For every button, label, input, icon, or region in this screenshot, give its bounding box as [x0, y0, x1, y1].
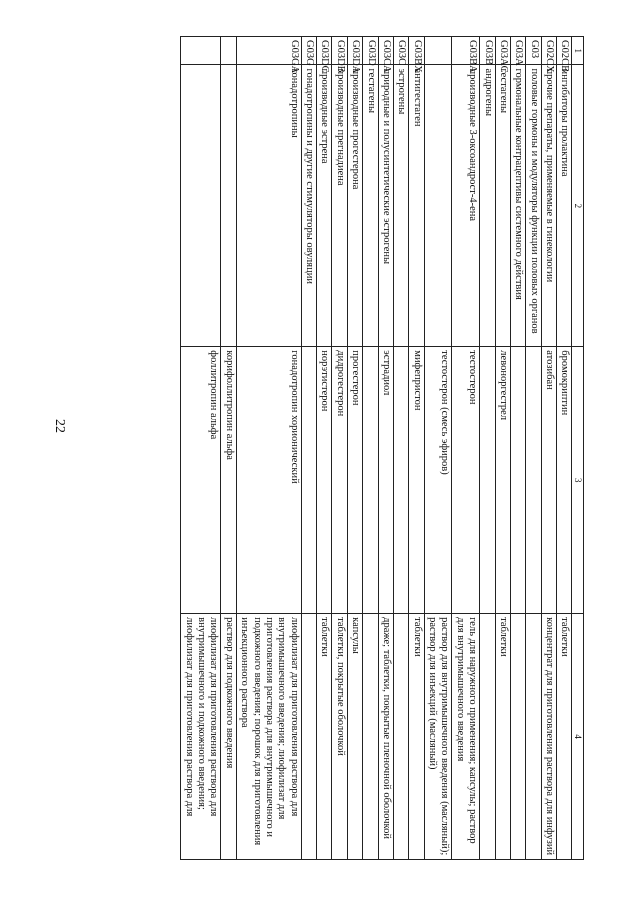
cell-drug: [393, 347, 408, 614]
cell-code: G03CA: [378, 37, 393, 65]
cell-drug: [363, 347, 378, 614]
cell-code: G03D: [363, 37, 378, 65]
cell-drug: норэтистерон: [317, 347, 332, 614]
cell-drug: мифепристон: [409, 347, 424, 614]
cell-code: G03B: [480, 37, 495, 65]
cell-group: [221, 65, 236, 347]
cell-code: G03C: [393, 37, 408, 65]
header-col-4: 4: [572, 614, 584, 860]
cell-group: гестагены: [495, 65, 510, 347]
table-row: [301, 37, 316, 860]
cell-form: [393, 614, 408, 860]
cell-drug: корифоллитропин альфа: [221, 347, 236, 614]
cell-code: [424, 37, 452, 65]
cell-form: таблетки: [495, 614, 510, 860]
cell-drug: прогестерон: [347, 347, 362, 614]
cell-group: производные 3-оксоандрост-4-ена: [452, 65, 480, 347]
cell-drug: тестостерон (смесь эфиров): [424, 347, 452, 614]
cell-group: гонадотропины и другие стимуляторы овуляции: [301, 65, 316, 347]
cell-drug: [526, 347, 541, 614]
cell-code: [221, 37, 236, 65]
cell-form: лиофилизат для приготовления раствора для внутримышечного введения; лиофилизат для приготовления раствора для внутримышечного и подкожного введения; порошок для приготовления инъекционного раствора: [236, 614, 301, 860]
cell-drug: левоноргестрел: [495, 347, 510, 614]
table-row: [347, 37, 362, 860]
cell-form: гель для наружного применения; капсулы; раствор для внутримышечного введения: [452, 614, 480, 860]
cell-drug: фоллитропин альфа: [181, 347, 221, 614]
table-row: [495, 37, 510, 860]
table-row: [393, 37, 408, 860]
cell-drug: дидрогестерон: [332, 347, 347, 614]
cell-form: [480, 614, 495, 860]
cell-drug: [301, 347, 316, 614]
cell-form: таблетки: [409, 614, 424, 860]
cell-form: раствор для внутримышечного введения (масляный); раствор для инъекций (масляный): [424, 614, 452, 860]
cell-drug: гонадотропин хорионический: [236, 347, 301, 614]
cell-group: гормональные контрацептивы системного действия: [510, 65, 525, 347]
cell-form: лиофилизат для приготовления раствора для внутримышечного и подкожного введения; лиофилизат для приготовления раствора для: [181, 614, 221, 860]
cell-code: G03: [526, 37, 541, 65]
cell-group: [181, 65, 221, 347]
table-row: [557, 37, 572, 860]
table-row: [221, 37, 236, 860]
cell-form: таблетки: [557, 614, 572, 860]
cell-form: концентрат для приготовления раствора для инфузий: [541, 614, 556, 860]
cell-group: [424, 65, 452, 347]
cell-group: половые гормоны и модуляторы функции половых органов: [526, 65, 541, 347]
cell-code: G03BA: [452, 37, 480, 65]
table-row: [363, 37, 378, 860]
cell-group: прочие препараты, применяемые в гинекологии: [541, 65, 556, 347]
cell-code: G02CX: [541, 37, 556, 65]
cell-group: антигестаген: [409, 65, 424, 347]
cell-form: таблетки: [317, 614, 332, 860]
cell-code: G03DB: [332, 37, 347, 65]
cell-form: драже; таблетки, покрытые пленочной оболочкой: [378, 614, 393, 860]
header-col-3: 3: [572, 347, 584, 614]
cell-drug: атозибан: [541, 347, 556, 614]
cell-group: природные и полусинтетические эстрогены: [378, 65, 393, 347]
table-body: [181, 37, 572, 860]
cell-form: [526, 614, 541, 860]
cell-code: G03GA: [236, 37, 301, 65]
cell-form: [301, 614, 316, 860]
page-number: 22: [52, 419, 67, 433]
table-row: [452, 37, 480, 860]
cell-group: андрогены: [480, 65, 495, 347]
table-row: [332, 37, 347, 860]
table-row: [526, 37, 541, 860]
drug-table: [180, 36, 584, 860]
cell-form: раствор для подкожного введения: [221, 614, 236, 860]
cell-code: G02CB: [557, 37, 572, 65]
header-col-1: 1: [572, 37, 584, 65]
table-row: [424, 37, 452, 860]
table-container: [84, 36, 584, 860]
cell-code: G03DA: [347, 37, 362, 65]
cell-group: гестагены: [363, 65, 378, 347]
cell-group: ингибиторы пролактина: [557, 65, 572, 347]
cell-group: эстрогены: [393, 65, 408, 347]
header-col-2: 2: [572, 65, 584, 347]
cell-drug: тестостерон: [452, 347, 480, 614]
cell-drug: эстрадиол: [378, 347, 393, 614]
cell-code: [181, 37, 221, 65]
cell-code: G03BX: [409, 37, 424, 65]
cell-group: производные прогестерона: [347, 65, 362, 347]
cell-drug: бромокриптин: [557, 347, 572, 614]
table-row: [317, 37, 332, 860]
table-header-row: [572, 37, 584, 860]
table-row: [480, 37, 495, 860]
cell-code: G03A: [510, 37, 525, 65]
cell-form: [363, 614, 378, 860]
cell-group: производные эстрена: [317, 65, 332, 347]
cell-group: производные прегнадиена: [332, 65, 347, 347]
cell-drug: [510, 347, 525, 614]
cell-drug: [480, 347, 495, 614]
table-row: [541, 37, 556, 860]
cell-form: таблетки, покрытые оболочкой: [332, 614, 347, 860]
cell-code: G03G: [301, 37, 316, 65]
cell-form: [510, 614, 525, 860]
table-row: [378, 37, 393, 860]
cell-code: G03DC: [317, 37, 332, 65]
table-row: [181, 37, 221, 860]
table-row: [510, 37, 525, 860]
cell-code: G03AC: [495, 37, 510, 65]
table-row: [409, 37, 424, 860]
cell-group: гонадотропины: [236, 65, 301, 347]
cell-form: капсулы: [347, 614, 362, 860]
table-row: [236, 37, 301, 860]
